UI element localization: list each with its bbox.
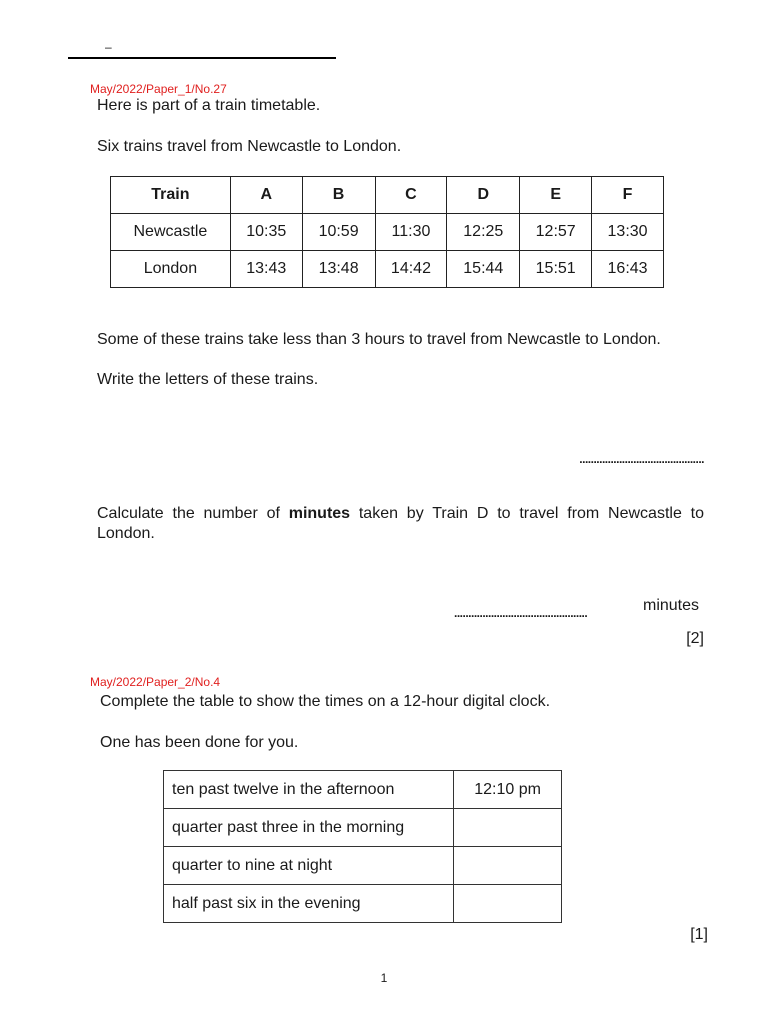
part-b-text-before: Calculate the number of <box>97 505 289 522</box>
timetable-cell: 12:57 <box>520 214 592 251</box>
answer-line-part-b[interactable]: ............................................... <box>454 606 588 620</box>
header-dash: – <box>105 40 112 54</box>
clock-row <box>164 847 562 885</box>
timetable-header-cell: B <box>302 177 375 214</box>
timetable-cell: 15:51 <box>520 251 592 288</box>
clock-row <box>164 885 562 923</box>
time-answer-cell[interactable] <box>454 847 562 885</box>
timetable-cell: 11:30 <box>375 214 447 251</box>
part-b-bold-word: minutes <box>288 505 351 522</box>
answer-unit-minutes: minutes <box>643 597 700 614</box>
timetable-header-cell: E <box>520 177 592 214</box>
timetable-cell: 10:35 <box>230 214 302 251</box>
question1-description: Six trains travel from Newcastle to London. <box>97 138 402 155</box>
question1-source: May/2022/Paper_1/No.27 <box>90 82 227 96</box>
time-answer-cell[interactable] <box>454 885 562 923</box>
clock-row <box>164 809 562 847</box>
timetable-cell: 15:44 <box>447 251 520 288</box>
clock-times-table <box>163 770 562 923</box>
timetable-header-cell: D <box>447 177 520 214</box>
timetable-cell: London <box>111 251 231 288</box>
header-rule <box>68 57 336 59</box>
answer-line-part-a[interactable]: ............................................ <box>579 452 704 466</box>
time-answer-cell: 12:10 pm <box>454 771 562 809</box>
timetable-header-cell: C <box>375 177 447 214</box>
question1-part-a-text: Some of these trains take less than 3 hours to travel from Newcastle to London. <box>97 331 661 348</box>
question1-intro: Here is part of a train timetable. <box>97 97 321 114</box>
timetable-header-cell: F <box>592 177 664 214</box>
timetable-header-cell: A <box>230 177 302 214</box>
timetable-cell: 14:42 <box>375 251 447 288</box>
timetable-row-newcastle <box>111 214 664 251</box>
question1-part-a-instruction: Write the letters of these trains. <box>97 371 319 388</box>
timetable-cell: 13:48 <box>302 251 375 288</box>
part-b-text-after: taken by Train D to travel from Newcastle to London. <box>97 505 704 542</box>
train-timetable <box>110 176 664 288</box>
clock-row <box>164 771 562 809</box>
question2-intro: Complete the table to show the times on a 12-hour digital clock. <box>100 693 551 710</box>
page-number: 1 <box>380 971 388 985</box>
timetable-cell: 13:30 <box>592 214 664 251</box>
question2-marks: [1] <box>690 926 708 943</box>
timetable-cell: 10:59 <box>302 214 375 251</box>
time-description: half past six in the evening <box>164 885 454 923</box>
question1-marks: [2] <box>686 630 704 647</box>
time-description: ten past twelve in the afternoon <box>164 771 454 809</box>
timetable-header-row <box>111 177 664 214</box>
timetable-cell: 13:43 <box>230 251 302 288</box>
timetable-header-cell: Train <box>111 177 231 214</box>
timetable-cell: 12:25 <box>447 214 520 251</box>
time-answer-cell[interactable] <box>454 809 562 847</box>
timetable-row-london <box>111 251 664 288</box>
question2-note: One has been done for you. <box>100 734 299 751</box>
timetable-cell: 16:43 <box>592 251 664 288</box>
timetable-cell: Newcastle <box>111 214 231 251</box>
question1-part-b-text <box>97 504 704 544</box>
time-description: quarter past three in the morning <box>164 809 454 847</box>
time-description: quarter to nine at night <box>164 847 454 885</box>
question2-source: May/2022/Paper_2/No.4 <box>90 675 221 689</box>
